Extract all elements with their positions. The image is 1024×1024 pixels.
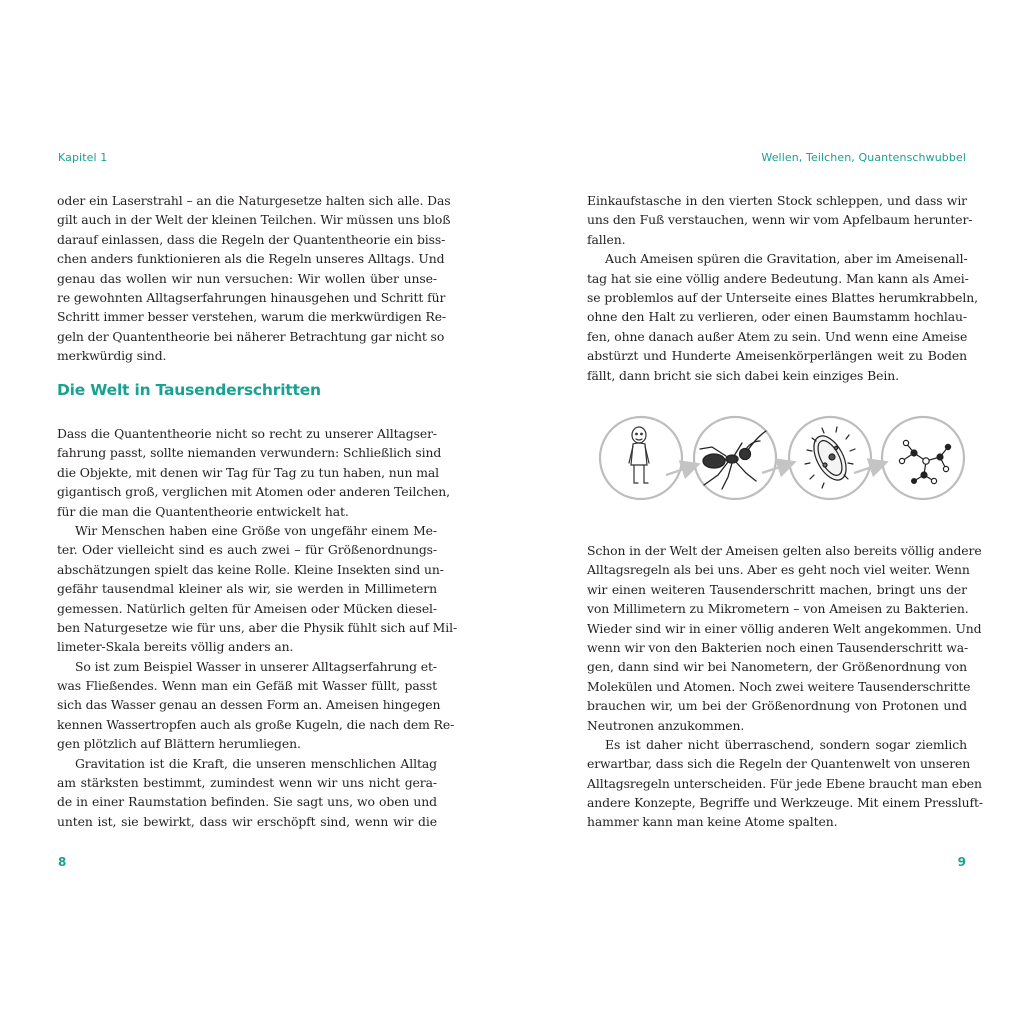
text-line: fen, ohne danach außer Atem zu sein. Und wenn eine Ameise: [587, 328, 968, 344]
text-line: kennen Wassertropfen auch als große Kugeln, die nach dem Re-: [57, 716, 455, 732]
page-number-left: 8: [58, 855, 67, 869]
text-line: Schon in der Welt der Ameisen gelten also bereits völlig andere: [587, 543, 982, 558]
text-line: wenn wir von den Bakterien noch einen Tausenderschritt wa-: [587, 639, 969, 655]
text-line: Alltagsregeln als bei uns. Aber es geht noch viel weiter. Wenn: [587, 562, 970, 578]
text-line: wir einen weiteren Tausenderschritt machen, bringt uns der: [587, 581, 967, 597]
text-line: tag hat sie eine völlig andere Bedeutung. Man kann als Amei-: [587, 270, 969, 286]
text-line: Alltagsregeln unterscheiden. Für jede Ebene braucht man eben: [587, 775, 982, 791]
text-line: fallen.: [587, 231, 626, 247]
text-line: brauchen wir, um bei der Größenordnung von Protonen und: [587, 698, 967, 714]
text-line: erwartbar, dass sich die Regeln der Quantenwelt von unseren: [587, 756, 971, 772]
text-line: was Fließendes. Wenn man ein Gefäß mit Wasser füllt, passt: [57, 678, 437, 694]
text-line: Dass die Quantentheorie nicht so recht zu unserer Alltagser-: [57, 426, 437, 441]
text-line: von Millimetern zu Mikrometern – von Ameisen zu Bakterien.: [587, 601, 969, 617]
text-line: abstürzt und Hunderte Ameisenkörperlängen weit zu Boden: [587, 348, 967, 364]
section-heading: Die Welt in Tausenderschritten: [57, 381, 321, 399]
running-head-chapter: Kapitel 1: [58, 151, 108, 164]
text-line: So ist zum Beispiel Wasser in unserer Alltagserfahrung et-: [75, 658, 438, 674]
text-line: fällt, dann bricht sie sich dabei kein einziges Bein.: [587, 367, 899, 383]
text-line: gen, dann sind wir bei Nanometern, der Größenordnung von: [587, 659, 967, 675]
text-line: Es ist daher nicht überraschend, sondern sogar ziemlich: [605, 736, 967, 752]
text-line: die Objekte, mit denen wir Tag für Tag zu tun haben, nun mal: [57, 464, 440, 480]
text-line: oder ein Laserstrahl – an die Naturgesetze halten sich alle. Das: [57, 193, 451, 208]
right-top-text: [587, 191, 978, 385]
text-line: Neutronen anzukommen.: [587, 717, 745, 733]
text-line: gigantisch groß, verglichen mit Atomen oder anderen Teilchen,: [57, 484, 450, 500]
text-line: unten ist, sie bewirkt, dass wir erschöpft sind, wenn wir die: [57, 813, 437, 829]
text-line: uns den Fuß verstauchen, wenn wir vom Apfelbaum herunter-: [587, 212, 973, 228]
text-line: se problemlos auf der Unterseite eines Blattes herumkrabbeln,: [587, 289, 978, 305]
text-line: Wir Menschen haben eine Größe von ungefähr einem Me-: [75, 522, 437, 538]
text-line: Schritt immer besser verstehen, warum die merkwürdigen Re-: [57, 309, 447, 325]
text-line: ohne den Halt zu verlieren, oder einen Baumstamm hochlau-: [587, 309, 967, 325]
text-line: darauf einlassen, dass die Regeln der Quantentheorie ein biss-: [57, 231, 446, 247]
scale-illustration: [596, 413, 968, 503]
text-line: gefähr tausendmal kleiner als wir, sie werden in Millimetern: [57, 581, 437, 597]
page-number-right: 9: [957, 855, 966, 869]
left-intro-paragraph: [57, 191, 451, 366]
text-line: ben Naturgesetze wie für uns, aber die Physik fühlt sich auf Mil-: [57, 619, 458, 635]
text-line: merkwürdig sind.: [57, 348, 167, 364]
text-line: am stärksten bestimmt, zumindest wenn wir uns nicht gera-: [57, 775, 437, 791]
text-line: Einkaufstasche in den vierten Stock schleppen, und dass wir: [587, 193, 967, 208]
text-line: gemessen. Natürlich gelten für Ameisen oder Mücken diesel-: [57, 600, 437, 616]
circle-human: [600, 417, 682, 499]
text-line: abschätzungen spielt das keine Rolle. Kleine Insekten sind un-: [57, 561, 444, 577]
left-body-text: [57, 424, 458, 831]
text-line: andere Konzepte, Begriffe und Werkzeuge. Mit einem Pressluft-: [587, 795, 983, 811]
text-line: Gravitation ist die Kraft, die unseren menschlichen Alltag: [75, 755, 437, 771]
text-line: Wieder sind wir in einer völlig anderen Welt angekommen. Und: [587, 620, 982, 636]
text-line: Auch Ameisen spüren die Gravitation, aber im Ameisenall-: [605, 251, 968, 267]
text-line: geln der Quantentheorie bei näherer Betrachtung gar nicht so: [57, 328, 445, 344]
text-line: hammer kann man keine Atome spalten.: [587, 814, 838, 830]
running-head-title: Wellen, Teilchen, Quantenschwubbel: [761, 151, 966, 164]
text-line: de in einer Raumstation befinden. Sie sagt uns, wo oben und: [57, 794, 437, 810]
text-line: chen anders funktionieren als die Regeln unseres Alltags. Und: [57, 251, 445, 267]
text-line: Molekülen und Atomen. Noch zwei weitere Tausenderschritte: [587, 678, 971, 694]
text-line: gen plötzlich auf Blättern herumliegen.: [57, 736, 301, 752]
text-line: für die man die Quantentheorie entwickelt hat.: [57, 503, 349, 519]
text-line: re gewohnten Alltagserfahrungen hinausgehen und Schritt für: [57, 289, 446, 305]
text-line: limeter-Skala bereits völlig anders an.: [57, 639, 294, 655]
text-line: fahrung passt, sollte niemanden verwundern: Schließlich sind: [57, 445, 442, 461]
text-line: gilt auch in der Welt der kleinen Teilchen. Wir müssen uns bloß: [57, 212, 451, 228]
circle-molecule: [882, 417, 964, 499]
text-line: genau das wollen wir nun versuchen: Wir wollen über unse-: [57, 270, 437, 286]
right-bottom-text: [587, 541, 983, 832]
text-line: sich das Wasser genau an dessen Form an. Ameisen hingegen: [57, 697, 441, 713]
text-line: ter. Oder vielleicht sind es auch zwei – für Größenordnungs-: [57, 542, 437, 558]
